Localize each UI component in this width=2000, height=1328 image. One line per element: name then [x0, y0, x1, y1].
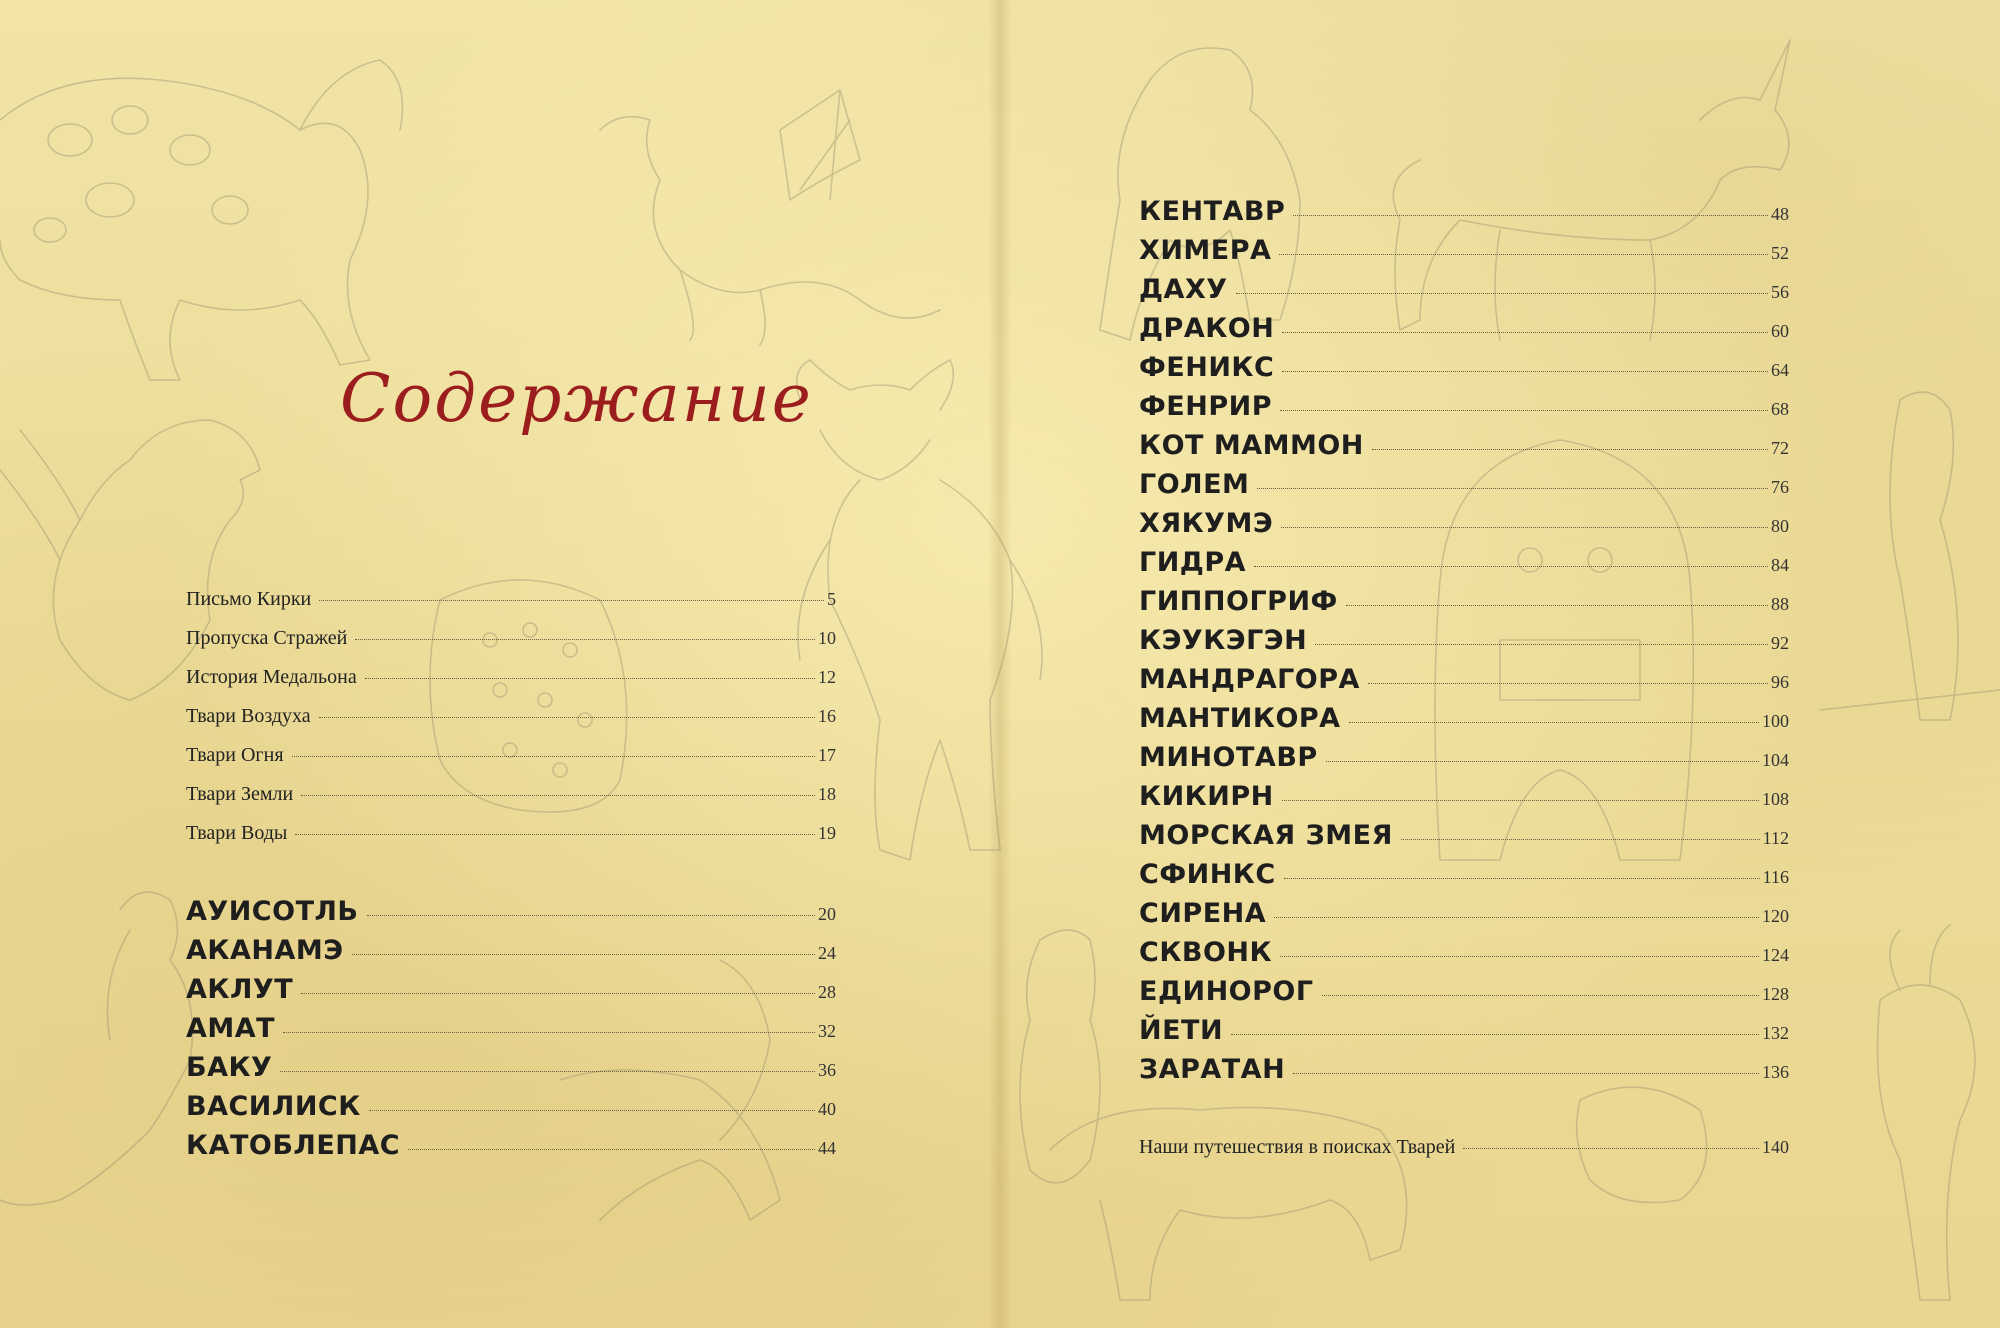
toc-entry-page: 52 — [1771, 243, 1789, 263]
toc-entry-label: ЗАРАТАН — [1139, 1054, 1286, 1085]
toc-entry-label: Твари Земли — [186, 783, 294, 805]
toc-entry-page: 76 — [1771, 477, 1789, 497]
toc-leader-dots — [369, 1110, 815, 1111]
toc-entry-label: Пропуска Стражей — [186, 627, 348, 649]
toc-entry-page: 64 — [1771, 360, 1789, 380]
toc-entry-page: 84 — [1771, 555, 1789, 575]
toc-entry-label: ХЯКУМЭ — [1139, 508, 1274, 539]
toc-entry-label: АКЛУТ — [186, 974, 294, 1005]
toc-leader-dots — [408, 1149, 815, 1150]
toc-entry-label: АМАТ — [186, 1013, 276, 1044]
toc-entry-label: МАНТИКОРА — [1139, 703, 1341, 734]
toc-leader-dots — [280, 1071, 815, 1072]
toc-leader-dots — [1282, 332, 1768, 333]
toc-entry[interactable] — [186, 1013, 836, 1052]
toc-entry[interactable] — [1139, 235, 1789, 274]
toc-entry[interactable] — [1139, 430, 1789, 469]
toc-entry-page: 17 — [818, 745, 836, 765]
toc-entry-page: 56 — [1771, 282, 1789, 302]
toc-leader-dots — [355, 639, 815, 640]
toc-leader-dots — [1279, 254, 1768, 255]
toc-entry-page: 24 — [818, 943, 836, 963]
toc-entry[interactable] — [1139, 937, 1789, 976]
toc-entry-label: ГИППОГРИФ — [1139, 586, 1338, 617]
toc-entry-page: 128 — [1762, 984, 1789, 1004]
toc-leader-dots — [1282, 371, 1768, 372]
toc-entry[interactable] — [1139, 859, 1789, 898]
toc-leader-dots — [1280, 410, 1768, 411]
siren-sketch — [0, 892, 193, 1205]
toc-leader-dots — [1274, 917, 1759, 918]
toc-entry-label: БАКУ — [186, 1052, 273, 1083]
toc-entry[interactable] — [1139, 703, 1789, 742]
toc-entry-label: ГИДРА — [1139, 547, 1247, 578]
toc-entry[interactable] — [1139, 196, 1789, 235]
toc-entry-label: СКВОНК — [1139, 937, 1273, 968]
toc-beasts-right-list — [1139, 196, 1789, 1093]
toc-entry[interactable] — [1139, 742, 1789, 781]
toc-entry[interactable] — [186, 1091, 836, 1130]
toc-entry[interactable] — [1139, 508, 1789, 547]
archer-sketch — [1820, 392, 2000, 720]
toc-entry[interactable] — [1139, 547, 1789, 586]
toc-leader-dots — [1326, 761, 1759, 762]
toc-entry[interactable] — [186, 666, 836, 705]
toc-leader-dots — [365, 678, 815, 679]
toc-entry[interactable] — [1139, 1015, 1789, 1054]
toc-entry-label: ФЕНИКС — [1139, 352, 1275, 383]
toc-entry-page: 36 — [818, 1060, 836, 1080]
mandrake-sketch — [1878, 925, 1976, 1300]
toc-leader-dots — [1293, 215, 1768, 216]
toc-entry-label: ГОЛЕМ — [1139, 469, 1250, 500]
toc-leader-dots — [1280, 956, 1759, 957]
toc-entry[interactable] — [186, 705, 836, 744]
toc-entry[interactable] — [186, 935, 836, 974]
toc-entry-page: 104 — [1762, 750, 1789, 770]
toc-leader-dots — [1463, 1148, 1759, 1149]
toc-entry[interactable] — [186, 588, 836, 627]
toc-entry-label: ФЕНРИР — [1139, 391, 1272, 422]
toc-entry[interactable] — [1139, 586, 1789, 625]
toc-entry[interactable] — [186, 1052, 836, 1091]
toc-leader-dots — [292, 756, 815, 757]
toc-entry[interactable] — [1139, 781, 1789, 820]
toc-entry[interactable] — [186, 822, 836, 861]
old-man-sketch — [1020, 930, 1100, 1183]
toc-entry-page: 44 — [818, 1138, 836, 1158]
toc-entry-label: ХИМЕРА — [1139, 235, 1272, 266]
toc-entry-label: Твари Огня — [186, 744, 284, 766]
toc-entry[interactable] — [1139, 313, 1789, 352]
toc-entry-label: ЕДИНОРОГ — [1139, 976, 1314, 1007]
toc-entry-page: 96 — [1771, 672, 1789, 692]
toc-entry-label: АКАНАМЭ — [186, 935, 344, 966]
toc-leader-dots — [1322, 995, 1759, 996]
toc-entry[interactable] — [1139, 391, 1789, 430]
toc-entry[interactable] — [186, 744, 836, 783]
toc-leader-dots — [301, 795, 815, 796]
toc-entry-label: КЕНТАВР — [1139, 196, 1286, 227]
toc-entry[interactable] — [1139, 625, 1789, 664]
toc-entry-page: 18 — [818, 784, 836, 804]
toc-leader-dots — [1346, 605, 1768, 606]
toc-leader-dots — [367, 915, 816, 916]
toc-leader-dots — [1254, 566, 1768, 567]
toc-entry[interactable] — [186, 1130, 836, 1169]
toc-leader-dots — [319, 717, 815, 718]
toc-entry[interactable] — [1139, 898, 1789, 937]
toc-entry-page: 68 — [1771, 399, 1789, 419]
toc-leader-dots — [1236, 293, 1768, 294]
toc-entry[interactable] — [186, 896, 836, 935]
toc-entry-label: МИНОТАВР — [1139, 742, 1318, 773]
toc-entry-label: СИРЕНА — [1139, 898, 1267, 929]
toc-entry-page: 116 — [1762, 867, 1789, 887]
toc-entry-label: АУИСОТЛЬ — [186, 896, 359, 927]
toc-entry[interactable] — [1139, 1136, 1789, 1175]
toc-entry-label: Наши путешествия в поисках Тварей — [1139, 1136, 1456, 1158]
toc-outro-list — [1139, 1136, 1789, 1175]
toc-entry-label: КОТ МАММОН — [1139, 430, 1364, 461]
toc-leader-dots — [319, 600, 824, 601]
toc-entry-page: 124 — [1762, 945, 1789, 965]
toc-leader-dots — [301, 993, 815, 994]
toc-entry-page: 28 — [818, 982, 836, 1002]
toc-entry-label: ВАСИЛИСК — [186, 1091, 361, 1122]
toc-entry-label: СФИНКС — [1139, 859, 1276, 890]
toc-leader-dots — [295, 834, 815, 835]
toc-entry-label: КИКИРН — [1139, 781, 1274, 812]
toc-entry-page: 48 — [1771, 204, 1789, 224]
toc-leader-dots — [1401, 839, 1760, 840]
toc-entry-label: ЙЕТИ — [1139, 1015, 1224, 1046]
toc-leader-dots — [1282, 800, 1759, 801]
toc-entry[interactable] — [1139, 664, 1789, 703]
toc-entry-page: 136 — [1762, 1062, 1789, 1082]
toc-entry-page: 100 — [1762, 711, 1789, 731]
toc-entry-label: КЭУКЭГЭН — [1139, 625, 1308, 656]
toc-entry-page: 88 — [1771, 594, 1789, 614]
toc-entry[interactable] — [1139, 274, 1789, 313]
page-gutter — [988, 0, 1012, 1328]
page-title: Содержание — [340, 360, 813, 437]
toc-entry-page: 80 — [1771, 516, 1789, 536]
toc-entry[interactable] — [186, 974, 836, 1013]
toc-entry[interactable] — [186, 627, 836, 666]
toc-leader-dots — [1315, 644, 1768, 645]
toc-entry-page: 19 — [818, 823, 836, 843]
toc-entry-label: Твари Воздуха — [186, 705, 311, 727]
toc-leader-dots — [1372, 449, 1768, 450]
toc-leader-dots — [1368, 683, 1768, 684]
toc-entry-label: МАНДРАГОРА — [1139, 664, 1360, 695]
toc-leader-dots — [1284, 878, 1760, 879]
toc-entry-page: 12 — [818, 667, 836, 687]
toc-entry-page: 20 — [818, 904, 836, 924]
toc-entry-label: Твари Воды — [186, 822, 288, 844]
toc-entry-page: 60 — [1771, 321, 1789, 341]
toc-entry-page: 72 — [1771, 438, 1789, 458]
toc-intro-list — [186, 588, 836, 861]
toc-entry-label: История Медальона — [186, 666, 357, 688]
toc-entry-page: 32 — [818, 1021, 836, 1041]
toc-entry-label: ДАХУ — [1139, 274, 1228, 305]
toc-entry-page: 40 — [818, 1099, 836, 1119]
toc-leader-dots — [1231, 1034, 1759, 1035]
toc-leader-dots — [1349, 722, 1759, 723]
toc-entry-page: 132 — [1762, 1023, 1789, 1043]
toc-entry[interactable] — [186, 783, 836, 822]
toc-leader-dots — [283, 1032, 815, 1033]
toc-entry[interactable] — [1139, 976, 1789, 1015]
toc-entry[interactable] — [1139, 469, 1789, 508]
toc-entry[interactable] — [1139, 820, 1789, 859]
beast-sketch-bottom-right — [1050, 1087, 1707, 1300]
toc-entry-label: МОРСКАЯ ЗМЕЯ — [1139, 820, 1393, 851]
toc-leader-dots — [1257, 488, 1768, 489]
toc-entry[interactable] — [1139, 1054, 1789, 1093]
dragon-sketch — [600, 90, 940, 345]
toc-entry-page: 16 — [818, 706, 836, 726]
toc-leader-dots — [352, 954, 815, 955]
toc-entry-page: 108 — [1762, 789, 1789, 809]
toc-entry-label: Письмо Кирки — [186, 588, 312, 610]
toc-entry-page: 5 — [827, 589, 836, 609]
toc-beasts-left-list — [186, 896, 836, 1169]
toc-entry[interactable] — [1139, 352, 1789, 391]
toc-entry-label: КАТОБЛЕПАС — [186, 1130, 401, 1161]
toc-entry-page: 120 — [1762, 906, 1789, 926]
toc-entry-page: 112 — [1762, 828, 1789, 848]
toc-leader-dots — [1281, 527, 1768, 528]
spotted-beast-sketch — [0, 60, 403, 380]
toc-entry-page: 10 — [818, 628, 836, 648]
toc-entry-page: 140 — [1762, 1137, 1789, 1157]
toc-entry-label: ДРАКОН — [1139, 313, 1275, 344]
toc-leader-dots — [1293, 1073, 1759, 1074]
toc-entry-page: 92 — [1771, 633, 1789, 653]
